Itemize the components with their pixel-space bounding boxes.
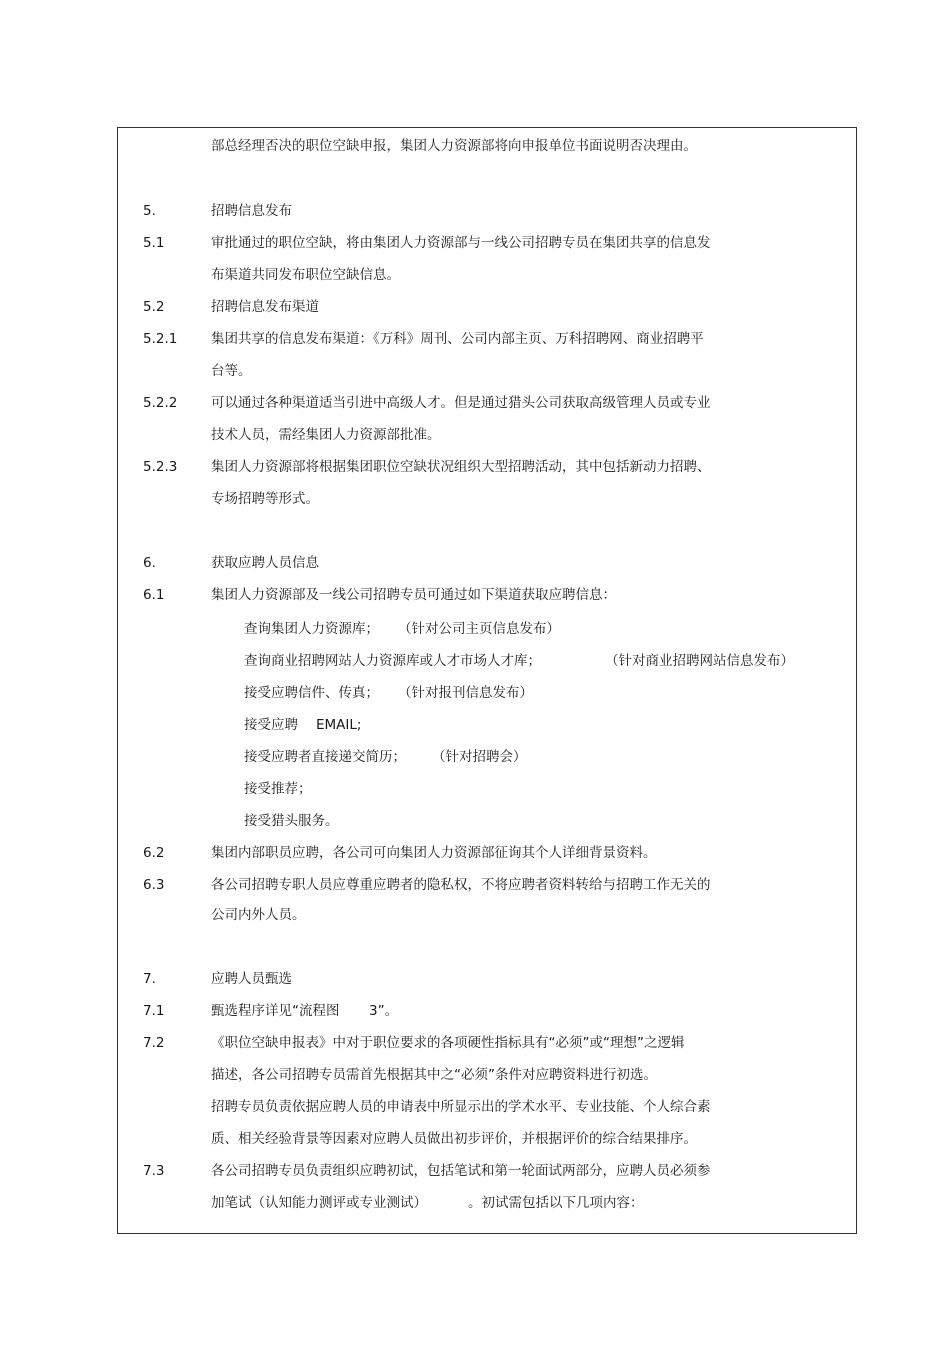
- section-7-2-line1: 《职位空缺申报表》中对于职位要求的各项硬性指标具有“必须”或“理想”之逻辑: [211, 1035, 685, 1051]
- section-7-2-line3: 招聘专员负责依据应聘人员的申请表中所显示出的学术水平、专业技能、个人综合素: [211, 1099, 711, 1115]
- channel-item-4: 接受应聘: [244, 717, 298, 733]
- section-5-1-number: 5.1: [143, 235, 165, 251]
- section-7-2-line2: 描述，各公司招聘专员需首先根据其中之“必须”条件对应聘资料进行初选。: [211, 1067, 657, 1083]
- channel-item-5-note: （针对招聘会）: [432, 749, 527, 765]
- section-5-2-3-number: 5.2.3: [143, 459, 178, 475]
- channel-item-1: 查询集团人力资源库；: [244, 621, 379, 637]
- channel-item-2: 查询商业招聘网站人力资源库或人才市场人才库；: [244, 653, 541, 669]
- section-5-title: 招聘信息发布: [211, 203, 292, 219]
- section-5-2-3-line2: 专场招聘等形式。: [211, 491, 319, 507]
- section-5-number: 5.: [143, 203, 156, 219]
- section-5-2-2-number: 5.2.2: [143, 395, 178, 411]
- channel-item-4-note: EMAIL;: [316, 717, 362, 733]
- section-6-1-number: 6.1: [143, 587, 165, 603]
- section-5-2-title: 招聘信息发布渠道: [211, 299, 319, 315]
- section-6-3-number: 6.3: [143, 877, 165, 893]
- section-7-2-number: 7.2: [143, 1035, 165, 1051]
- section-5-1-line1: 审批通过的职位空缺，将由集团人力资源部与一线公司招聘专员在集团共享的信息发: [211, 235, 711, 251]
- section-7-3-number: 7.3: [143, 1163, 165, 1179]
- section-6-2-line1: 集团内部职员应聘，各公司可向集团人力资源部征询其个人详细背景资料。: [211, 845, 657, 861]
- channel-item-2-note: （针对商业招聘网站信息发布）: [605, 653, 794, 669]
- intro-line: 部总经理否决的职位空缺申报，集团人力资源部将向申报单位书面说明否决理由。: [211, 138, 697, 154]
- channel-item-5: 接受应聘者直接递交简历；: [244, 749, 406, 765]
- section-5-2-1-number: 5.2.1: [143, 331, 178, 347]
- channel-item-1-note: （针对公司主页信息发布）: [398, 621, 560, 637]
- section-7-3-line2b: 。初试需包括以下几项内容：: [468, 1195, 644, 1211]
- section-5-2-1-line1: 集团共享的信息发布渠道：《万科》周刊、公司内部主页、万科招聘网、商业招聘平: [211, 331, 704, 347]
- section-5-2-number: 5.2: [143, 299, 165, 315]
- section-7-3-line2a: 加笔试（认知能力测评或专业测试）: [211, 1195, 427, 1211]
- channel-item-3: 接受应聘信件、传真；: [244, 685, 379, 701]
- channel-item-6: 接受推荐；: [244, 781, 312, 797]
- section-6-3-line1: 各公司招聘专职人员应尊重应聘者的隐私权，不将应聘者资料转给与招聘工作无关的: [211, 877, 711, 893]
- section-5-2-3-line1: 集团人力资源部将根据集团职位空缺状况组织大型招聘活动，其中包括新动力招聘、: [211, 459, 711, 475]
- section-6-3-line2: 公司内外人员。: [211, 907, 306, 923]
- section-5-1-line2: 布渠道共同发布职位空缺信息。: [211, 267, 400, 283]
- section-7-3-line1: 各公司招聘专员负责组织应聘初试，包括笔试和第一轮面试两部分，应聘人员必须参: [211, 1163, 711, 1179]
- section-7-1-line1a: 甄选程序详见“流程图: [211, 1003, 340, 1019]
- section-6-1-line1: 集团人力资源部及一线公司招聘专员可通过如下渠道获取应聘信息：: [211, 587, 616, 603]
- section-7-1-line1b: 3”。: [369, 1003, 399, 1019]
- section-7-1-number: 7.1: [143, 1003, 165, 1019]
- section-5-2-2-line2: 技术人员，需经集团人力资源部批准。: [211, 427, 441, 443]
- section-5-2-1-line2: 台等。: [211, 363, 252, 379]
- channel-item-3-note: （针对报刊信息发布）: [398, 685, 533, 701]
- section-5-2-2-line1: 可以通过各种渠道适当引进中高级人才。但是通过猎头公司获取高级管理人员或专业: [211, 395, 711, 411]
- section-6-number: 6.: [143, 555, 156, 571]
- section-7-number: 7.: [143, 971, 156, 987]
- channel-item-7: 接受猎头服务。: [244, 813, 339, 829]
- section-7-title: 应聘人员甄选: [211, 971, 292, 987]
- section-6-title: 获取应聘人员信息: [211, 555, 319, 571]
- section-7-2-line4: 质、相关经验背景等因素对应聘人员做出初步评价，并根据评价的综合结果排序。: [211, 1131, 697, 1147]
- section-6-2-number: 6.2: [143, 845, 165, 861]
